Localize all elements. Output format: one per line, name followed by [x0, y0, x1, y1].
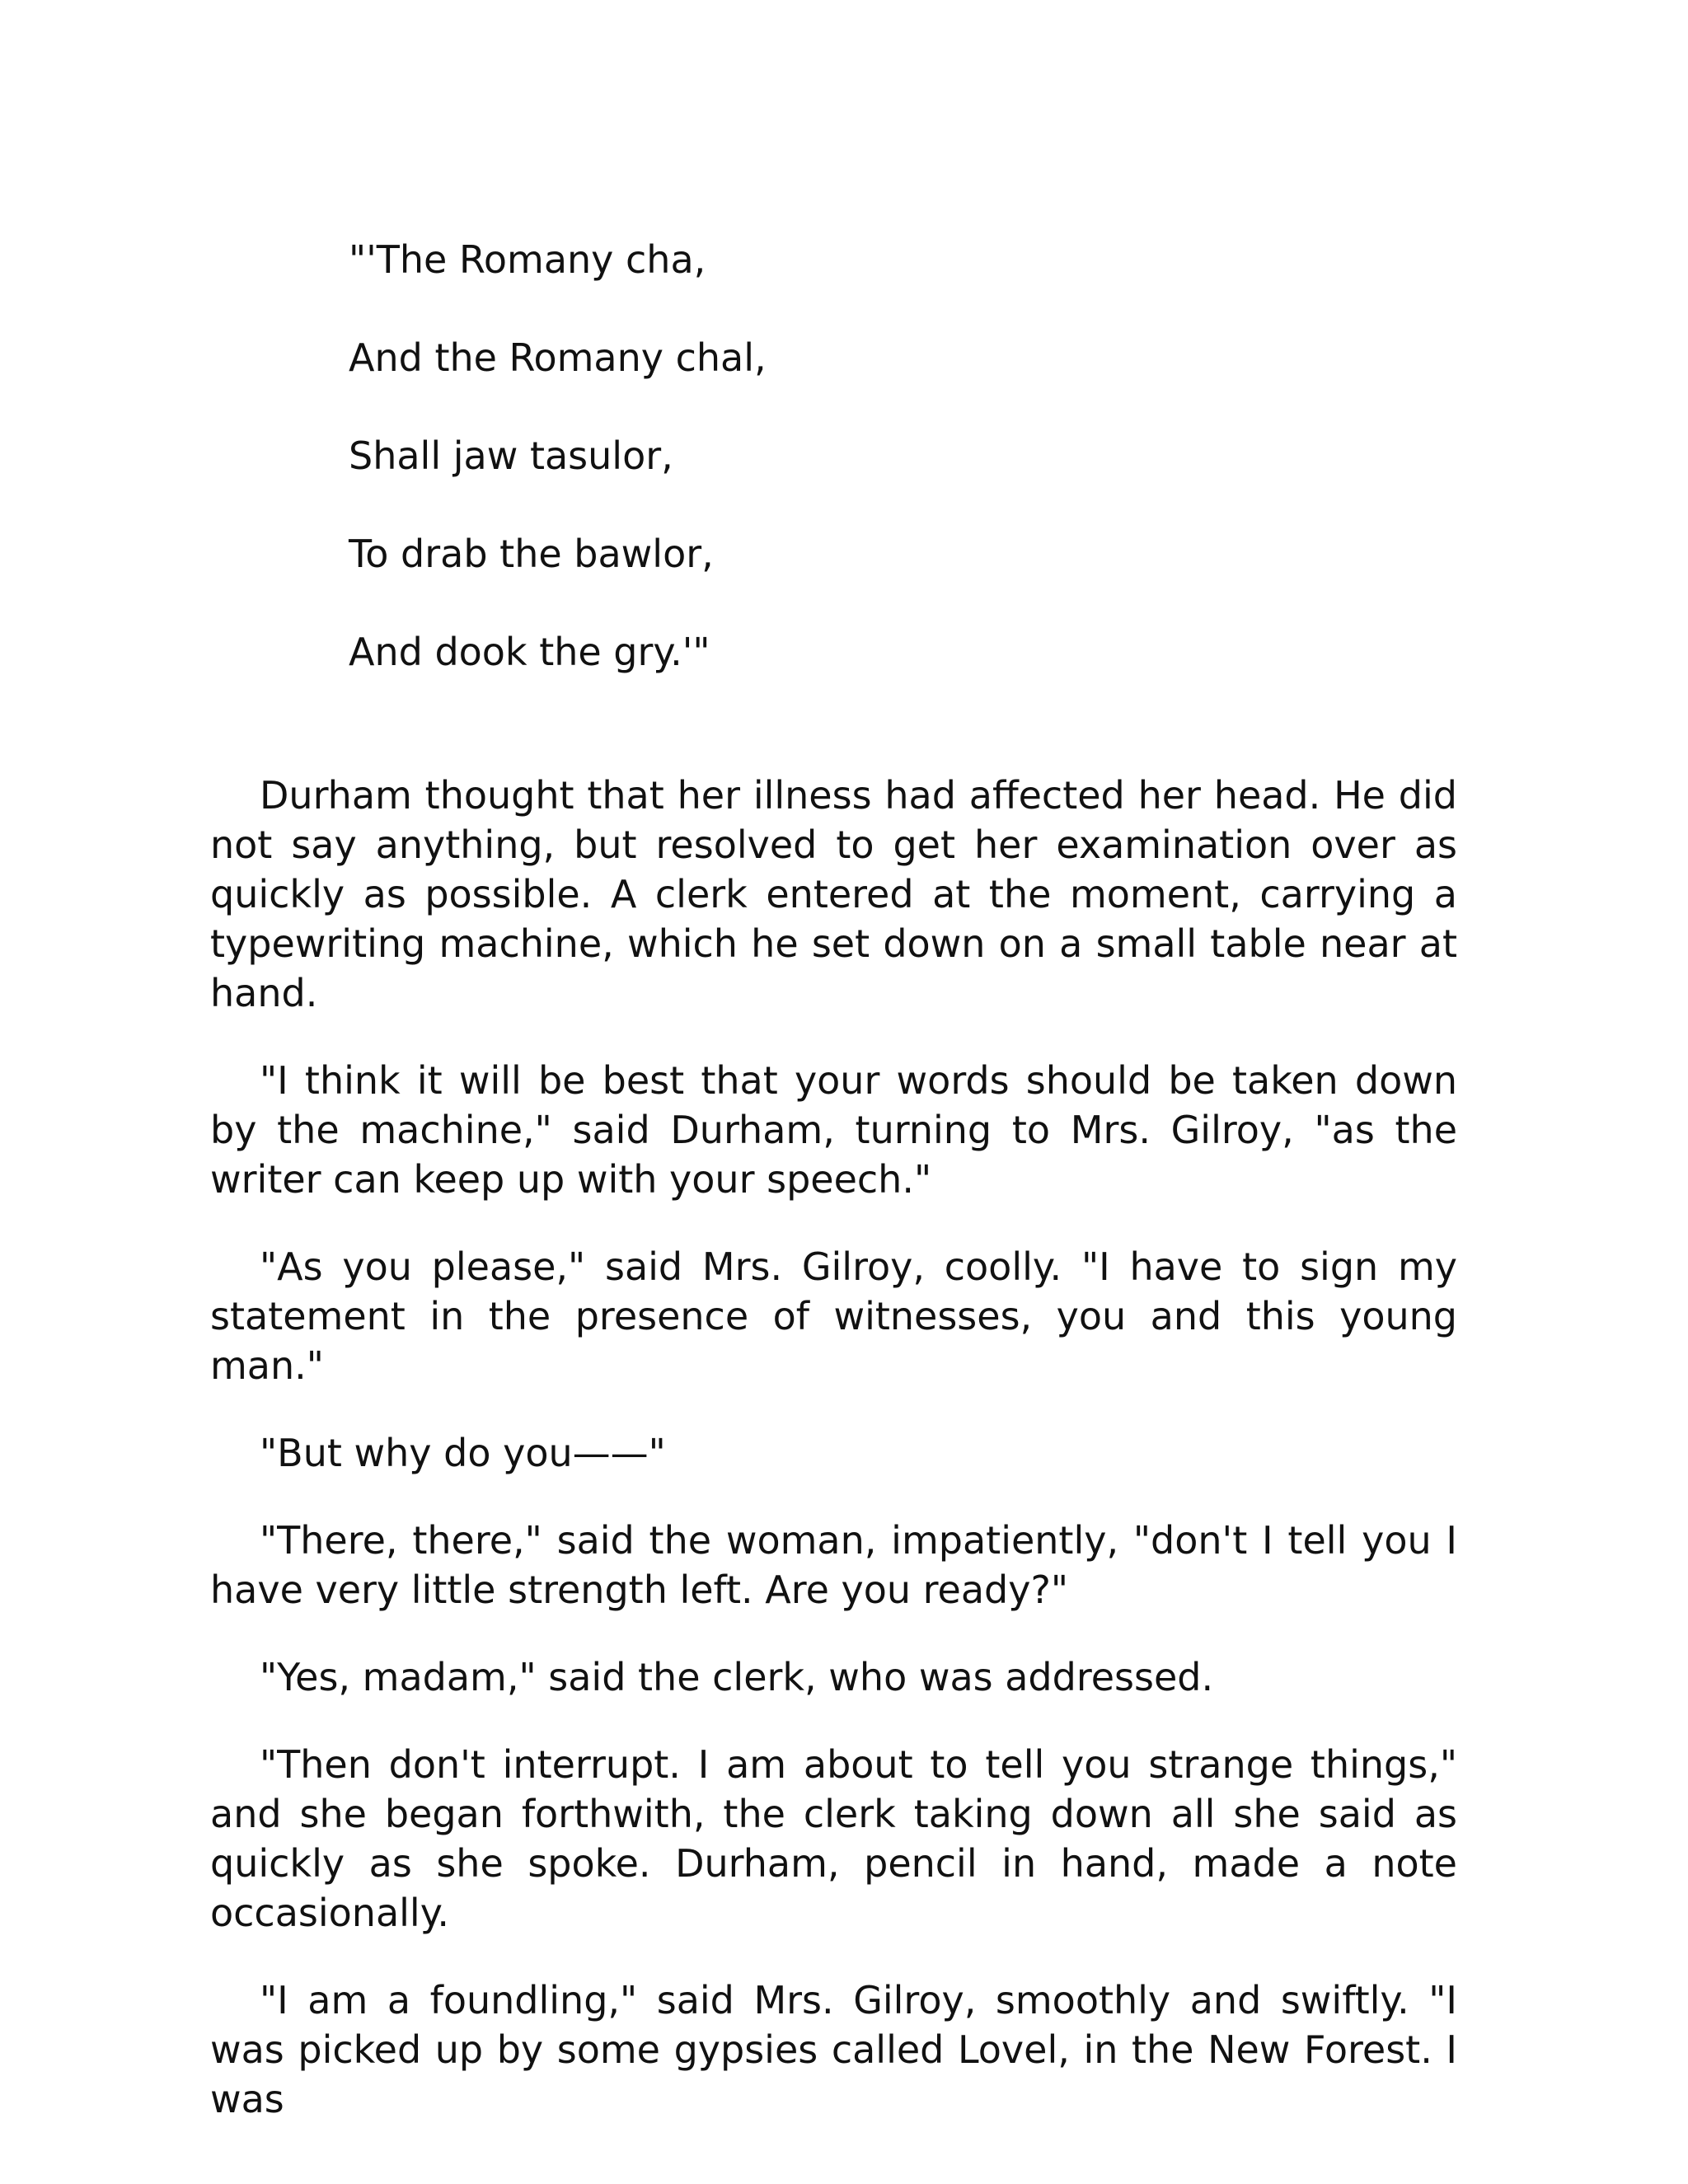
- paragraph: "As you please," said Mrs. Gilroy, coolly. "I have to sign my statement in the presence of witnesses, you and this young man.": [210, 1244, 1457, 1388]
- verse-line: To drab the bawlor,: [349, 532, 714, 576]
- paragraph: "But why do you——": [260, 1431, 666, 1475]
- verse-block: [349, 237, 1338, 728]
- verse-line: And dook the gry.'": [349, 630, 710, 674]
- paragraph: Durham thought that her illness had affected her head. He did not say anything, but resolved to get her examination over as quickly as possible. A clerk entered at the moment, carrying a typewriting machine, which he set down on a small table near at hand.: [210, 773, 1457, 1015]
- paragraph: "I am a foundling," said Mrs. Gilroy, smoothly and swiftly. "I was picked up by some gypsies called Lovel, in the New Forest. I was: [210, 1978, 1457, 2121]
- paragraph: "Yes, madam," said the clerk, who was addressed.: [260, 1655, 1214, 1699]
- verse-line: And the Romany chal,: [349, 335, 767, 380]
- verse-line: "'The Romany cha,: [349, 237, 706, 282]
- verse-line: Shall jaw tasulor,: [349, 434, 673, 478]
- paragraph: "There, there," said the woman, impatiently, "don't I tell you I have very little strength left. Are you ready?": [210, 1518, 1457, 1612]
- paragraph: "Then don't interrupt. I am about to tell you strange things," and she began forthwith, the clerk taking down all she said as quickly as she spoke. Durham, pencil in hand, made a note occasionally.: [210, 1742, 1457, 1935]
- paragraph: "I think it will be best that your words should be taken down by the machine," said Durham, turning to Mrs. Gilroy, "as the writer can keep up with your speech.": [210, 1058, 1457, 1202]
- prose-block: [210, 771, 1457, 2124]
